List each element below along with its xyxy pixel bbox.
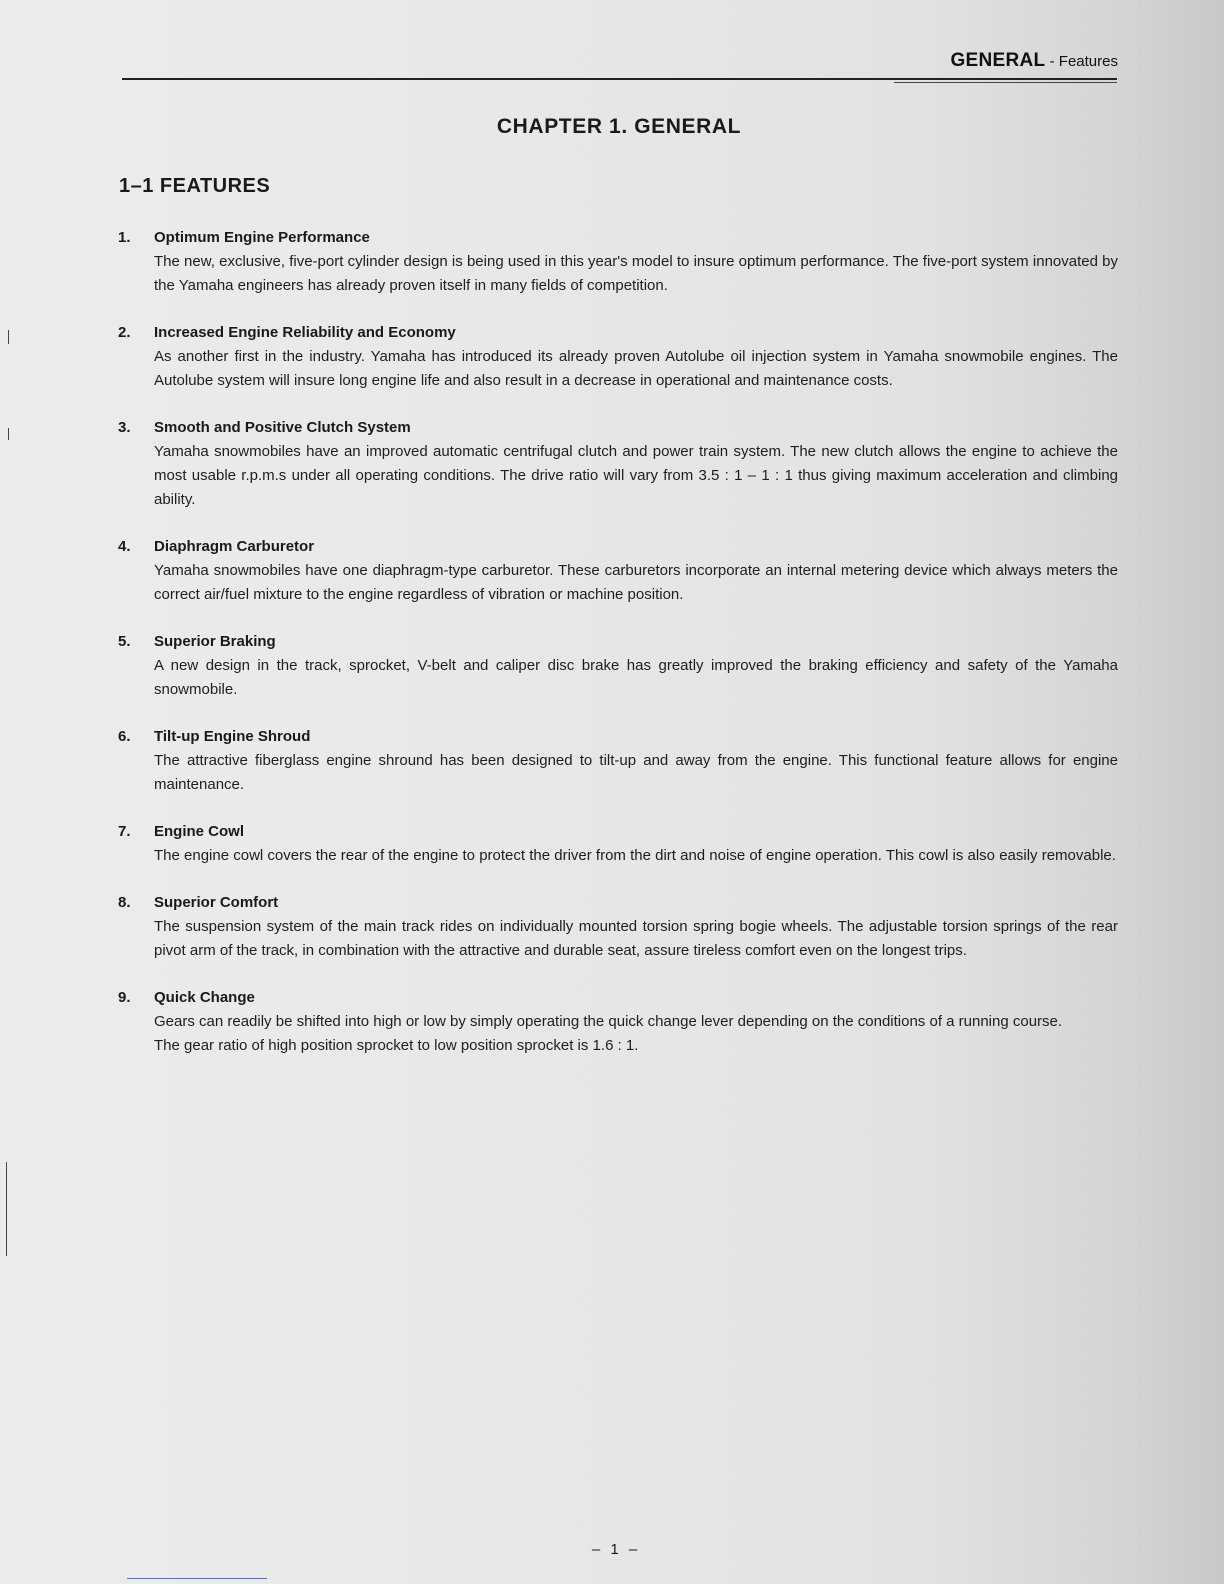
feature-body: The suspension system of the main track rides on individually mounted torsion spring bogie wheels. The adjustable torsion springs of the rear pivot arm of the track, in combination with the attractive and durable seat, assure tireless comfort even on the longest trips. bbox=[154, 918, 1118, 959]
scan-margin-mark bbox=[8, 428, 9, 440]
feature-title: Tilt-up Engine Shroud bbox=[154, 728, 311, 745]
feature-number: 9. bbox=[118, 989, 131, 1006]
feature-title: Superior Braking bbox=[154, 633, 276, 650]
feature-item bbox=[118, 891, 1118, 963]
feature-item bbox=[118, 416, 1118, 512]
scan-margin-mark bbox=[8, 330, 9, 344]
scan-margin-mark bbox=[6, 1162, 7, 1256]
feature-body: Yamaha snowmobiles have an improved automatic centrifugal clutch and power train system. The new clutch allows the engine to achieve the most usable r.p.m.s under all operating conditions. The drive ratio will vary from 3.5 : 1 – 1 : 1 thus giving maximum acceleration and climbing ability. bbox=[154, 443, 1118, 508]
feature-number: 6. bbox=[118, 728, 131, 745]
feature-number: 8. bbox=[118, 894, 131, 911]
running-header-subsection: Features bbox=[1058, 53, 1118, 70]
feature-body: The engine cowl covers the rear of the engine to protect the driver from the dirt and noise of engine operation. This cowl is also easily removable. bbox=[154, 847, 1116, 864]
feature-body: A new design in the track, sprocket, V-belt and caliper disc brake has greatly improved the braking efficiency and safety of the Yamaha snowmobile. bbox=[154, 657, 1118, 698]
chapter-title: CHAPTER 1. GENERAL bbox=[496, 115, 742, 138]
feature-title: Superior Comfort bbox=[154, 894, 279, 911]
feature-title: Quick Change bbox=[154, 989, 255, 1006]
feature-item bbox=[118, 226, 1118, 298]
feature-title: Diaphragm Carburetor bbox=[154, 538, 315, 555]
feature-item bbox=[118, 725, 1118, 797]
features-list bbox=[118, 226, 1118, 1081]
feature-body: The attractive fiberglass engine shround has been designed to tilt-up and away from the engine. This functional feature allows for engine maintenance. bbox=[154, 752, 1118, 793]
feature-item bbox=[118, 321, 1118, 393]
page-number: – 1 – bbox=[591, 1541, 641, 1558]
feature-title: Increased Engine Reliability and Economy bbox=[154, 324, 456, 341]
feature-body: Yamaha snowmobiles have one diaphragm-type carburetor. These carburetors incorporate an internal metering device which always meters the correct air/fuel mixture to the engine regardless of vibration or machine position. bbox=[154, 562, 1118, 603]
header-rule bbox=[122, 78, 1117, 80]
feature-body: The new, exclusive, five-port cylinder design is being used in this year's model to insure optimum performance. The five-port system innovated by the Yamaha engineers has already proven itself in many fields of competition. bbox=[154, 253, 1118, 294]
feature-body: As another first in the industry. Yamaha has introduced its already proven Autolube oil injection system in Yamaha snowmobile engines. The Autolube system will insure long engine life and also result in a decrease in operational and maintenance costs. bbox=[154, 348, 1118, 389]
feature-title: Optimum Engine Performance bbox=[154, 229, 370, 246]
scan-bottom-line bbox=[127, 1578, 267, 1579]
section-title: 1–1 FEATURES bbox=[119, 175, 271, 197]
feature-item bbox=[118, 630, 1118, 702]
feature-number: 4. bbox=[118, 538, 131, 555]
running-header-separator: - bbox=[1045, 53, 1059, 70]
feature-number: 2. bbox=[118, 324, 131, 341]
feature-body: Gears can readily be shifted into high or low by simply operating the quick change lever depending on the conditions of a running course. bbox=[154, 1013, 1063, 1030]
feature-item bbox=[118, 820, 1118, 868]
header-rule-secondary bbox=[894, 82, 1117, 83]
feature-title: Smooth and Positive Clutch System bbox=[154, 419, 411, 436]
feature-number: 3. bbox=[118, 419, 131, 436]
running-header bbox=[950, 50, 1118, 72]
feature-number: 5. bbox=[118, 633, 131, 650]
feature-number: 7. bbox=[118, 823, 131, 840]
feature-title: Engine Cowl bbox=[154, 823, 244, 840]
feature-item bbox=[118, 986, 1118, 1058]
feature-item bbox=[118, 535, 1118, 607]
feature-body-continued: The gear ratio of high position sprocket to low position sprocket is 1.6 : 1. bbox=[154, 1037, 639, 1054]
feature-number: 1. bbox=[118, 229, 131, 246]
running-header-section: GENERAL bbox=[950, 50, 1046, 71]
